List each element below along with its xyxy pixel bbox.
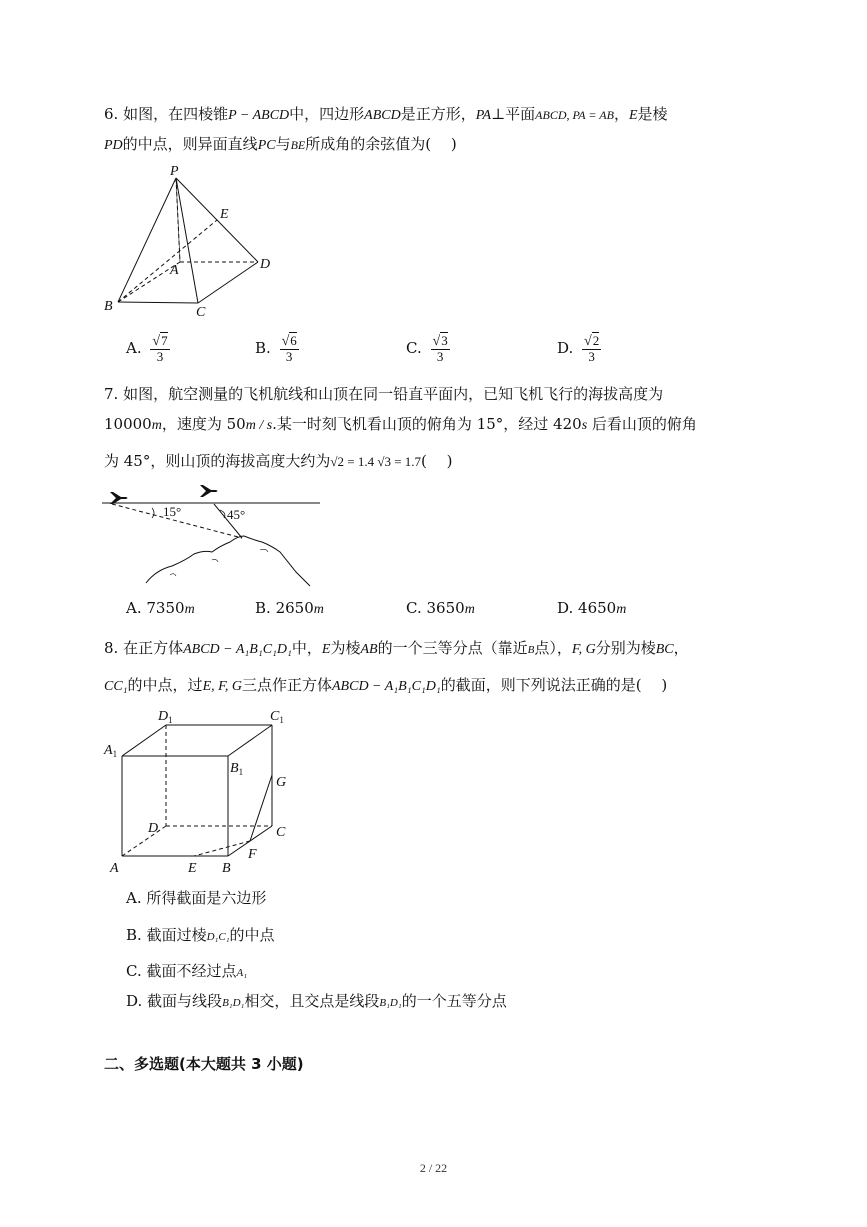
q6-option-b: B. $\frac{√6}{3}$ <box>255 333 297 364</box>
q7-line-2: 10000m，速度为 50m / s.某一时刻飞机看山顶的俯角为 15°，经过 420s 后看山顶的俯角 <box>104 415 697 433</box>
q7-option-d: D. 4650m <box>557 599 627 617</box>
q7-line-1: 7. 如图，航空测量的飞机航线和山顶在同一铅直平面内，已知飞机飞行的海拔高度为 <box>104 385 664 403</box>
q6-option-c: C. $\frac{√3}{3}$ <box>406 333 448 364</box>
q8-label-d: D <box>148 821 159 836</box>
q8-label-a: A <box>110 861 119 876</box>
q7-option-a: A. 7350m <box>126 599 195 617</box>
q7-option-c: C. 3650m <box>406 599 475 617</box>
q6-label-a: A <box>170 263 179 278</box>
q7-line-3: 为 45°，则山顶的海拔高度大约为√2 = 1.4 √3 = 1.7( ) <box>104 452 453 470</box>
q7-number: 7. <box>104 385 119 403</box>
q8-number: 8. <box>104 639 119 657</box>
page-number: 2 / 22 <box>419 1161 448 1175</box>
q8-option-b: B. 截面过棱D₁C₁的中点 <box>126 926 275 944</box>
q7-angle-45: 45° <box>227 507 246 522</box>
q8-label-b: B <box>222 861 231 876</box>
q6-label-b: B <box>104 299 113 314</box>
airplane-icon <box>200 485 218 497</box>
q6-option-a: A. $\frac{√7}{3}$ <box>126 333 168 364</box>
q8-label-d1: $D_1$ <box>158 709 173 725</box>
q8-label-c1: $C_1$ <box>270 709 284 725</box>
q6-line-1: 6. 如图，在四棱锥P − ABCD中，四边形ABCD是正方形，PA⊥平面ABCD, PA = AB，E是棱 <box>104 105 668 123</box>
q8-label-f: F <box>248 847 257 862</box>
q8-line-2: CC₁的中点，过E, F, G三点作正方体ABCD − A₁B₁C₁D₁的截面，则下列说法正确的是( ) <box>104 676 668 694</box>
section-heading: 二、多选题(本大题共 3 小题) <box>104 1055 304 1073</box>
q6-label-d: D <box>260 257 271 272</box>
q6-pyramid-figure <box>96 160 286 320</box>
q6-label-e: E <box>220 207 229 222</box>
q8-option-c: C. 截面不经过点A₁ <box>126 962 248 980</box>
q8-line-1: 8. 在正方体ABCD − A₁B₁C₁D₁中，E为棱AB的一个三等分点（靠近B点），F, G分别为棱BC， <box>104 639 689 657</box>
q8-label-a1: $A_1$ <box>104 743 118 759</box>
q8-label-g: G <box>276 775 287 790</box>
q6-option-d: D. $\frac{√2}{3}$ <box>557 333 600 364</box>
q6-number: 6. <box>104 105 119 123</box>
q7-mountain-figure <box>100 480 330 592</box>
q6-line-2: PD的中点，则异面直线PC与BE所成角的余弦值为( ) <box>104 135 457 153</box>
q8-cube-figure <box>100 700 310 880</box>
q6-label-c: C <box>196 305 206 320</box>
q8-label-e: E <box>188 861 197 876</box>
q6-label-p: P <box>170 164 179 179</box>
q7-option-b: B. 2650m <box>255 599 324 617</box>
q8-label-c: C <box>276 825 286 840</box>
q8-option-d: D. 截面与线段B₁D₁相交，且交点是线段B₁D₁的一个五等分点 <box>126 992 507 1010</box>
q8-label-b1: $B_1$ <box>230 761 244 777</box>
airplane-icon <box>110 492 128 504</box>
q7-angle-15: 15° <box>163 504 182 519</box>
q8-option-a: A. 所得截面是六边形 <box>126 889 267 907</box>
